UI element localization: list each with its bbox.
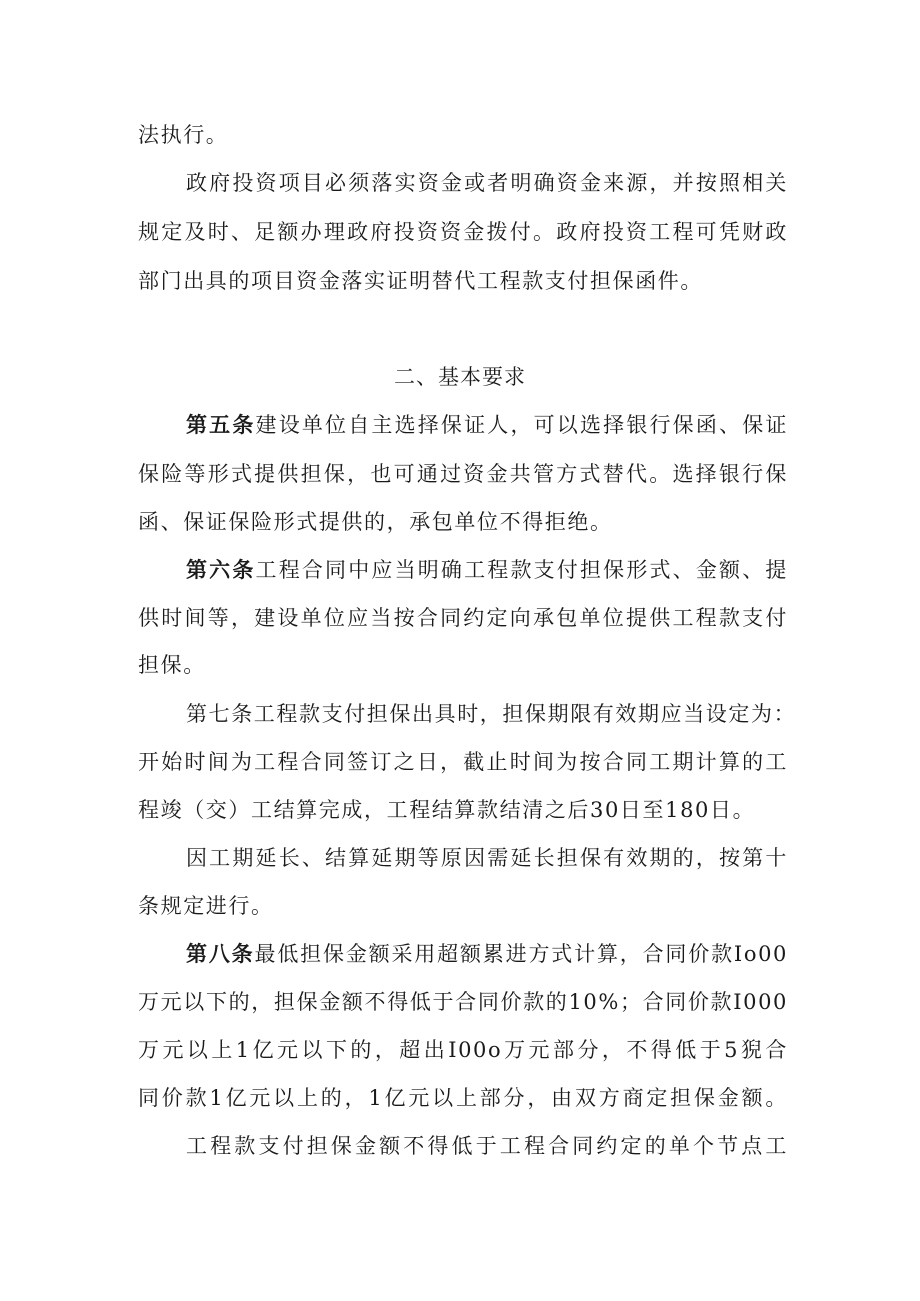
paragraph-line: 函、保证保险形式提供的，承包单位不得拒绝。 xyxy=(138,510,613,534)
paragraph-line: 同价款1亿元以上的，1亿元以上部分，由双方商定担保金额。 xyxy=(138,1086,788,1110)
paragraph-line: 供时间等，建设单位应当按合同约定向承包单位提供工程款支付 xyxy=(138,606,788,630)
paragraph-line: 开始时间为工程合同签订之日，截止时间为按合同工期计算的工 xyxy=(138,750,788,774)
article-text: 建设单位自主选择保证人，可以选择银行保函、保证 xyxy=(255,413,788,437)
article-7-first-line: 第七条工程款支付担保出具时，担保期限有效期应当设定为： xyxy=(186,702,797,726)
section-heading: 二、基本要求 xyxy=(394,365,526,389)
paragraph-line: 程竣（交）工结算完成，工程结算款结清之后30日至180日。 xyxy=(138,798,756,822)
paragraph-line: 万元以下的，担保金额不得低于合同价款的10%；合同价款I000 xyxy=(138,990,788,1014)
paragraph-line: 规定及时、足额办理政府投资资金拨付。政府投资工程可凭财政 xyxy=(138,220,788,244)
paragraph-line: 担保。 xyxy=(138,653,206,677)
article-number: 第五条 xyxy=(186,412,256,437)
paragraph-line: 部门出具的项目资金落实证明替代工程款支付担保函件。 xyxy=(138,269,703,293)
paragraph-line: 工程款支付担保金额不得低于工程合同约定的单个节点工 xyxy=(186,1134,788,1158)
paragraph-line: 因工期延长、结算延期等原因需延长担保有效期的，按第十 xyxy=(186,846,788,870)
article-text: 最低担保金额采用超额累进方式计算，合同价款Io00 xyxy=(254,942,788,966)
article-6-first-line xyxy=(186,555,788,585)
article-5-first-line xyxy=(186,410,788,440)
paragraph-line: 法执行。 xyxy=(138,123,229,147)
paragraph-line: 保险等形式提供担保，也可通过资金共管方式替代。选择银行保 xyxy=(138,462,788,486)
paragraph-line: 条规定进行。 xyxy=(138,894,274,918)
article-number: 第六条 xyxy=(186,557,256,582)
paragraph-line: 政府投资项目必须落实资金或者明确资金来源，并按照相关 xyxy=(186,171,788,195)
article-text: 工程合同中应当明确工程款支付担保形式、金额、提 xyxy=(255,558,788,582)
article-number: 第八条 xyxy=(186,941,255,966)
article-8-first-line xyxy=(186,939,788,969)
paragraph-line: 万元以上1亿元以下的，超出I00o万元部分，不得低于5猊合 xyxy=(138,1038,788,1062)
